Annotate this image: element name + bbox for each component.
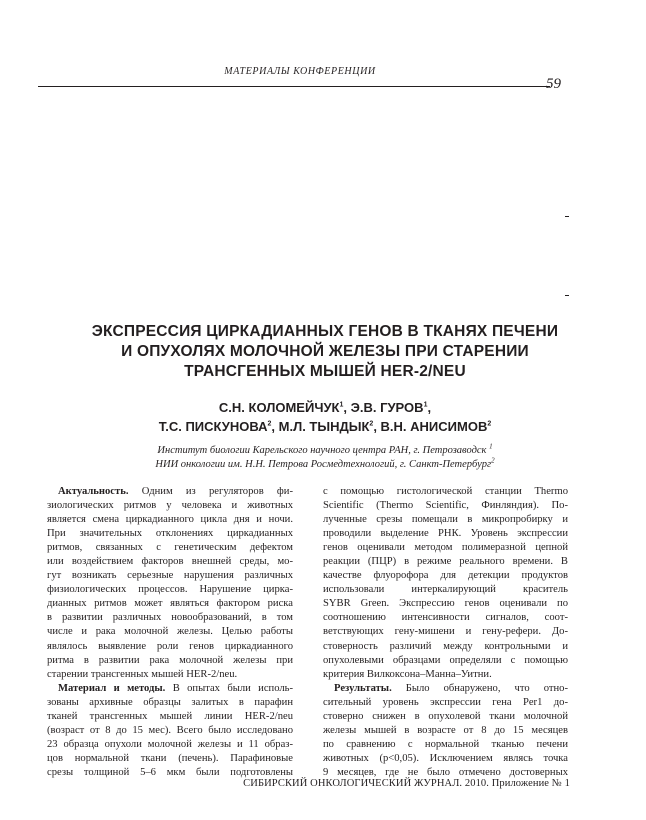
text-line: Актуальность. Одним из регуляторов фи-	[58, 486, 293, 497]
running-header: МАТЕРИАЛЫ КОНФЕРЕНЦИИ	[224, 66, 376, 77]
text-line: числе и рака молочной железы. Целью работы	[47, 626, 293, 638]
text-line: животных (p<0,05). Исключением являсь точка	[323, 752, 568, 764]
author-name: В.Н. АНИСИМОВ	[380, 419, 488, 434]
author-affil: 2	[369, 420, 374, 428]
author-affil: 2	[487, 420, 492, 428]
section-label-results: Результаты.	[334, 682, 392, 694]
margin-dash	[565, 295, 569, 296]
page-number: 59	[546, 76, 561, 92]
author-name: Т.С. ПИСКУНОВА	[158, 419, 268, 434]
text-line: проводили выделение РНК. Уровень экспрессии	[323, 528, 568, 540]
section-label-methods: Материал и методы.	[58, 682, 166, 694]
text-line: в развитии различных новообразований, в том	[47, 612, 293, 624]
authors	[40, 398, 610, 436]
text-line: гут возникать серьезные нарушения различных	[47, 570, 293, 582]
text-line: реакции (ПЦР) в режиме реального времени. В	[323, 556, 568, 568]
title-line: ТРАНСГЕННЫХ МЫШЕЙ HER-2/NEU	[184, 363, 466, 380]
author-affil: 2	[267, 420, 272, 428]
author-affil: 1	[423, 401, 428, 409]
text-line: 9 месяцев, где не было отмечено достоверных	[323, 766, 568, 778]
text-line: цов нормальной ткани (печень). Парафиновые	[47, 752, 293, 764]
text-line: Материал и методы. В опытах были исполь-	[58, 682, 293, 694]
author-name: М.Л. ТЫНДЫК	[278, 419, 370, 434]
text-line: 23 образца опухоли молочной железы и 11 образ-	[47, 738, 293, 750]
text-line: Scientific (Thermo Scientific, Финляндия). По-	[323, 500, 568, 512]
text-line: лученные срезы помещали в микропробирку и	[323, 514, 568, 526]
text-line: Результаты. Было обнаружено, что отно-	[334, 682, 568, 694]
affiliations	[40, 444, 610, 472]
text-line: физиологических процессов. Нарушение цирка-	[47, 584, 293, 596]
affiliation-mark: 2	[491, 456, 495, 465]
text-line: старении трансгенных мышей HER-2/neu.	[47, 668, 238, 680]
text-line: соотношению интенсивности сигналов, соот-	[323, 612, 568, 624]
text-line: с помощью гистологической станции Thermo	[323, 486, 568, 497]
text-line: являлось выявление роли генов циркадианного	[47, 640, 293, 652]
text-line: по сравнению с нормальной тканью печени	[323, 738, 568, 750]
author-affil: 1	[339, 401, 344, 409]
text-line: дианных ритмов может являться фактором риска	[47, 598, 293, 610]
text-line: опухолевыми образцами определяли с помощью	[323, 654, 568, 666]
title-line: И ОПУХОЛЯХ МОЛОЧНОЙ ЖЕЛЕЗЫ ПРИ СТАРЕНИИ	[121, 343, 529, 360]
text-line: стоверно снижен в опухолевой ткани молочной	[323, 710, 568, 722]
affiliation-line: НИИ онкологии им. Н.Н. Петрова Росмедтехнологий, г. Санкт-Петербург$^2$	[155, 456, 495, 470]
affiliation-mark: 1	[489, 442, 493, 451]
author-name: Э.В. ГУРОВ	[350, 400, 424, 415]
text-line: или воздействием факторов внешней среды, мо-	[47, 556, 293, 568]
text-line: сительный уровень экспрессии гена Per1 до-	[323, 696, 568, 708]
text-line: тканей трансгенных мышей линии HER-2/neu	[47, 710, 293, 722]
text-line: зованы архивные образцы залитых в парафин	[47, 696, 293, 708]
authors-line: Т.С. ПИСКУНОВА$^2$, М.Л. ТЫНДЫК$^2$, В.Н. АНИСИМОВ$^2$	[158, 419, 492, 434]
author-name: С.Н. КОЛОМЕЙЧУК	[218, 400, 340, 415]
text-line: генов оценивали методом полимеразной цепной	[323, 542, 568, 554]
text-line: (возраст от 8 до 15 мес). Всего было исследовано	[47, 724, 293, 736]
text-line: зиологических ритмов у человека и животных	[47, 500, 293, 512]
text-line: железы мышей в возрасте от 8 до 15 месяцев	[323, 724, 568, 736]
text-line: срезы толщиной 5–6 мкм были подготовлены	[47, 766, 293, 778]
text-line: критерия Вилкоксона–Манна–Уитни.	[323, 668, 492, 680]
affiliation-line: Институт биологии Карельского научного центра РАН, г. Петрозаводск $^1$	[157, 442, 493, 456]
text-line: ритмов, связанных с генетическим дефектом	[47, 542, 293, 554]
header-rule	[38, 86, 550, 87]
left-column	[47, 485, 293, 780]
title-line: ЭКСПРЕССИЯ ЦИРКАДИАННЫХ ГЕНОВ В ТКАНЯХ ПЕЧЕНИ	[91, 323, 559, 340]
text-line: При значительных отклонениях циркадианных	[47, 528, 293, 540]
text-line: является смена циркадианного цикла дня и ночи.	[47, 514, 293, 526]
margin-dash	[565, 216, 569, 217]
text-line: SYBR Green. Экспрессию генов оценивали по	[323, 598, 568, 610]
authors-line: С.Н. КОЛОМЕЙЧУК$^1$, Э.В. ГУРОВ$^1$,	[218, 400, 432, 415]
text-line: стоверность различий между контрольными и	[323, 640, 568, 652]
text-line: ритма в развитии рака молочной железы при	[47, 654, 293, 666]
text-line: использовали интеркалирующий краситель	[323, 584, 568, 596]
text-line: ветствующих гену-мишени и гену-рефери. До-	[323, 626, 568, 638]
text-line: качестве флуорофора для детекции продуктов	[323, 570, 568, 582]
journal-footer: СИБИРСКИЙ ОНКОЛОГИЧЕСКИЙ ЖУРНАЛ. 2010. Приложение № 1	[243, 778, 570, 789]
section-label-relevance: Актуальность.	[58, 486, 129, 497]
article-title	[40, 322, 610, 382]
right-column	[323, 485, 568, 780]
